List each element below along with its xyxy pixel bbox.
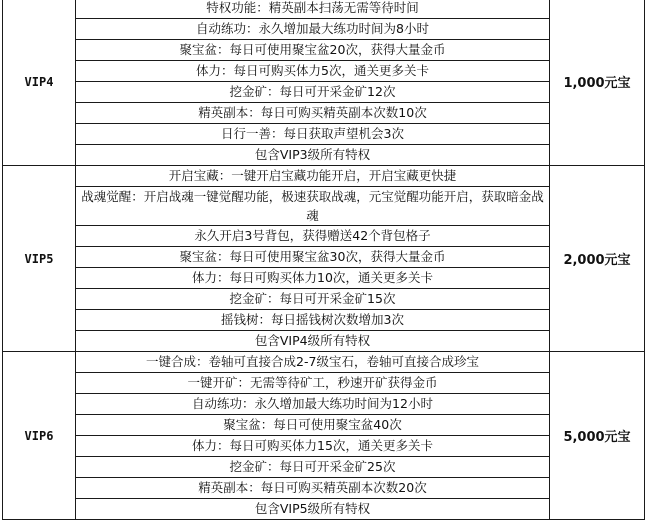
privilege-cell: 包含VIP3级所有特权	[76, 145, 550, 166]
vip-level-2: VIP5	[3, 166, 76, 352]
vip-table-body	[3, 0, 645, 520]
table-row	[3, 289, 645, 310]
vip-level-3: VIP6	[3, 352, 76, 520]
privilege-cell: 聚宝盆：每日可使用聚宝盆20次，获得大量金币	[76, 40, 550, 61]
privilege-cell: 日行一善：每日获取声望机会3次	[76, 124, 550, 145]
privilege-cell: 自动练功：永久增加最大练功时间为12小时	[76, 394, 550, 415]
table-row	[3, 310, 645, 331]
privilege-cell: 聚宝盆：每日可使用聚宝盆30次，获得大量金币	[76, 247, 550, 268]
table-row	[3, 499, 645, 520]
privilege-cell: 自动练功：永久增加最大练功时间为8小时	[76, 19, 550, 40]
table-row	[3, 166, 645, 187]
table-row	[3, 82, 645, 103]
privilege-cell: 体力：每日可购买体力10次，通关更多关卡	[76, 268, 550, 289]
privilege-cell: 一键合成：卷轴可直接合成2-7级宝石，卷轴可直接合成珍宝	[76, 352, 550, 373]
table-row	[3, 145, 645, 166]
table-row	[3, 331, 645, 352]
privilege-cell: 体力：每日可购买体力5次，通关更多关卡	[76, 61, 550, 82]
vip-price-1: 1,000元宝	[550, 0, 645, 166]
privilege-cell: 开启宝藏：一键开启宝藏功能开启，开启宝藏更快捷	[76, 166, 550, 187]
privilege-cell: 聚宝盆：每日可使用聚宝盆40次	[76, 415, 550, 436]
privilege-cell: 精英副本：每日可购买精英副本次数10次	[76, 103, 550, 124]
privilege-cell: 包含VIP4级所有特权	[76, 331, 550, 352]
privilege-cell: 特权功能：精英副本扫荡无需等待时间	[76, 0, 550, 19]
table-row	[3, 40, 645, 61]
privilege-cell: 挖金矿：每日可开采金矿15次	[76, 289, 550, 310]
privilege-cell: 战魂觉醒：开启战魂一键觉醒功能，极速获取战魂，元宝觉醒功能开启，获取暗金战魂	[76, 187, 550, 226]
table-row	[3, 61, 645, 82]
table-row	[3, 436, 645, 457]
vip-price-2: 2,000元宝	[550, 166, 645, 352]
table-row	[3, 268, 645, 289]
table-row	[3, 478, 645, 499]
table-row	[3, 226, 645, 247]
table-row	[3, 0, 645, 19]
privilege-cell: 挖金矿：每日可开采金矿25次	[76, 457, 550, 478]
vip-level-1: VIP4	[3, 0, 76, 166]
table-row	[3, 124, 645, 145]
table-row	[3, 415, 645, 436]
table-row	[3, 457, 645, 478]
table-row	[3, 352, 645, 373]
table-row	[3, 187, 645, 226]
table-row	[3, 19, 645, 40]
table-row	[3, 394, 645, 415]
privilege-cell: 永久开启3号背包，获得赠送42个背包格子	[76, 226, 550, 247]
vip-price-3: 5,000元宝	[550, 352, 645, 520]
vip-privileges-table	[2, 0, 645, 520]
privilege-cell: 挖金矿：每日可开采金矿12次	[76, 82, 550, 103]
privilege-cell: 摇钱树：每日摇钱树次数增加3次	[76, 310, 550, 331]
privilege-cell: 一键开矿：无需等待矿工，秒速开矿获得金币	[76, 373, 550, 394]
table-row	[3, 103, 645, 124]
privilege-cell: 精英副本：每日可购买精英副本次数20次	[76, 478, 550, 499]
table-row	[3, 373, 645, 394]
privilege-cell: 体力：每日可购买体力15次，通关更多关卡	[76, 436, 550, 457]
privilege-cell: 包含VIP5级所有特权	[76, 499, 550, 520]
table-row	[3, 247, 645, 268]
